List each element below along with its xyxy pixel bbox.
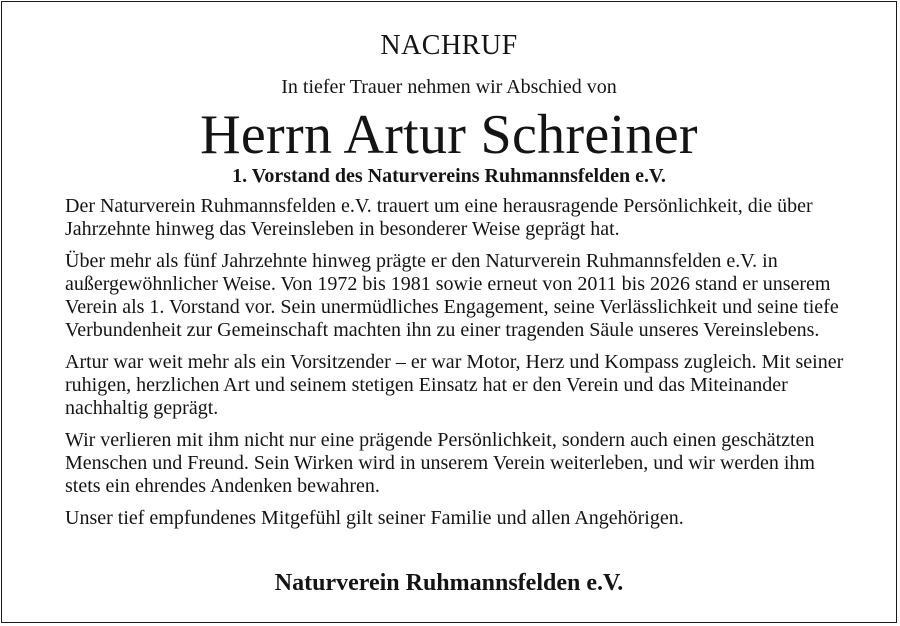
body-paragraph-3: Artur war weit mehr als ein Vorsitzender – er war Motor, Herz und Kompass zugleich. Mit seiner ruhigen, herzlichen Art und seinem stetigen Einsatz hat er den Verein und das Miteinander nachhaltig geprägt. — [65, 351, 844, 419]
obituary-notice — [1, 1, 897, 623]
body-paragraph-4: Wir verlieren mit ihm nicht nur eine prägende Persönlichkeit, sondern auch einen geschätzten Menschen und Freund. Sein Wirken wird in unserem Verein weiterleben, und wir werden ihm stets ein ehrendes Andenken bewahren. — [65, 429, 815, 497]
deceased-role: 1. Vorstand des Naturvereins Ruhmannsfelden e.V. — [232, 165, 666, 187]
body-paragraph-1: Der Naturverein Ruhmannsfelden e.V. trauert um eine herausragende Persönlichkeit, die über Jahrzehnte hinweg das Vereinsleben in besonderer Weise geprägt hat. — [65, 195, 813, 240]
body-paragraph-5: Unser tief empfundenes Mitgefühl gilt seiner Familie und allen Angehörigen. — [65, 507, 684, 529]
deceased-name: Herrn Artur Schreiner — [200, 104, 698, 166]
signature: Naturverein Ruhmannsfelden e.V. — [274, 570, 624, 596]
body-paragraph-2: Über mehr als fünf Jahrzehnte hinweg prägte er den Naturverein Ruhmannsfelden e.V. in außergewöhnlicher Weise. Von 1972 bis 1981 sowie erneut von 2011 bis 2026 stand er unserem Verein als 1. Vorstand vor. Sein unermüdliches Engagement, seine Verlässlichkeit und seine tiefe Verbundenheit zur Gemeinschaft machten ihn zu einer tragenden Säule unseres Vereinslebens. — [65, 250, 839, 341]
intro-line: In tiefer Trauer nehmen wir Abschied von — [281, 76, 617, 98]
notice-title: NACHRUF — [380, 30, 518, 61]
notice-body — [65, 195, 855, 539]
